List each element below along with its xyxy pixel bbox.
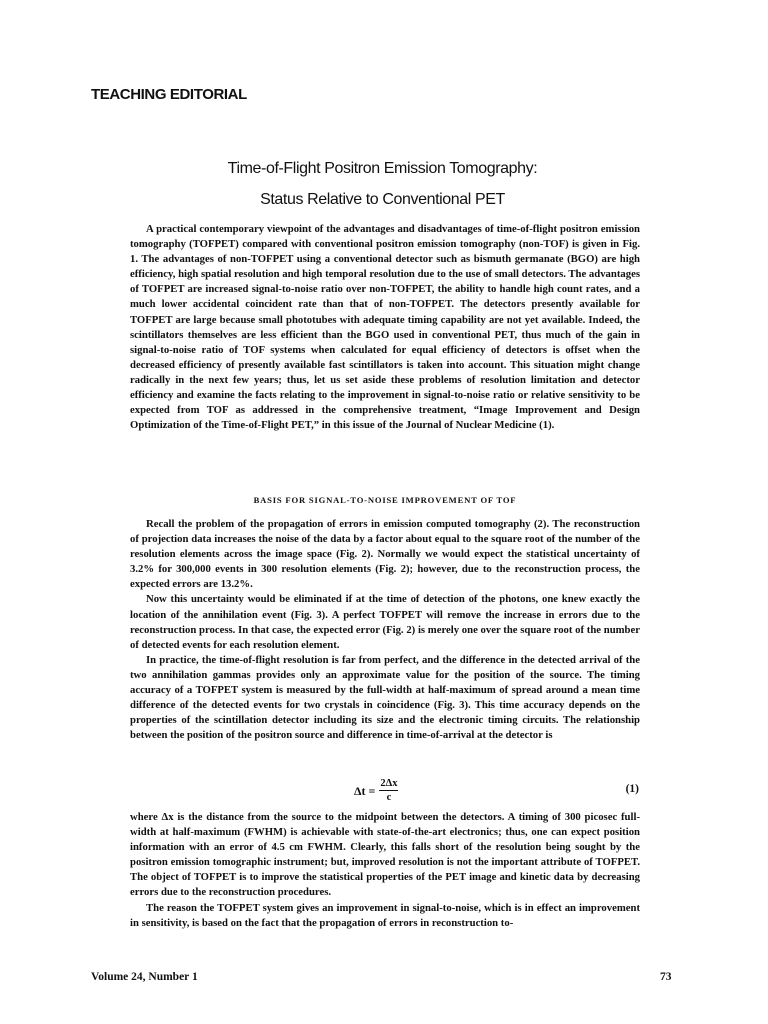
body-paragraph: Recall the problem of the propagation of errors in emission computed tomography (2). The reconstruction of projection data increases the noise of the data by a factor about equal to the square root of the number of the resolution elements across the image space (Fig. 2). Normally we would expect the statistical uncertainty of 3.2% for 300,000 events in 300 resolution elements (Fig. 2); however, due to the reconstruction process, the expected errors are 13.2%.: [130, 518, 640, 591]
equation-numerator: 2Δx: [380, 778, 398, 789]
equation-lhs: Δt =: [354, 783, 376, 798]
footer-page-number: 73: [660, 971, 672, 983]
article-title-line-2: Status Relative to Conventional PET: [260, 191, 505, 208]
body-paragraph: In practice, the time-of-flight resolution is far from perfect, and the difference in the detected arrival of the two annihilation gammas provides only an approximate value for the position of the source. The timing accuracy of a TOFPET system is measured by the full-width at half-maximum of spread around a mean time difference of the detected events for two crystals in coincidence (Fig. 3). This time accuracy depends on the properties of the scintillation detector including its size and the electronic timing circuits. The relationship between the position of the positron source and difference in time-of-arrival at the detector is: [130, 653, 640, 742]
continuation-body: [130, 810, 640, 931]
body-paragraph: Now this uncertainty would be eliminated if at the time of detection of the photons, one knew exactly the location of the annihilation event (Fig. 3). A perfect TOFPET will remove the increase in errors due to the reconstruction process. In that case, the expected error (Fig. 2) is merely one over the square root of the number of detected events for each resolution element.: [130, 593, 640, 651]
equation-number: (1): [625, 783, 639, 795]
equation-expression: [354, 778, 398, 804]
intro-paragraph: A practical contemporary viewpoint of the advantages and disadvantages of time-of-flight positron emission tomography (TOFPET) compared with conventional positron emission tomography (non-TOF) is given in Fig. 1. The advantages of non-TOFPET using a conventional detector such as bismuth germanate (BGO) are high efficiency, high spatial resolution and high temporal resolution due to the use of small detectors. The advantages of TOFPET are increased signal-to-noise ratio over non-TOFPET, the ability to handle high count rates, and a much lower accidental coincident rate than that of non-TOFPET. The detectors presently available for TOFPET are large because small phototubes with adequate timing capability are not yet available. Indeed, the scintillators themselves are less efficient than the BGO used in conventional PET, thus much of the gain in signal-to-noise ratio of TOF systems when calculated for equal efficiency of detectors is offset when the decreased efficiency of presently available fast scintillators is taken into account. This situation might change radically in the next few years; thus, let us set aside these problems of resolution limitation and detector efficiency and examine the facts relating to the improvement in signal-to-noise ratio or relative sensitivity to be expected from TOF as addressed in the comprehensive treatment, “Image Improvement and Design Optimization of the Time-of-Flight PET,” in this issue of the Journal of Nuclear Medicine (1).: [130, 223, 640, 432]
intro-block: [130, 222, 640, 433]
equation-denominator: c: [386, 792, 392, 803]
equation: [130, 775, 640, 809]
equation-fraction: [379, 778, 398, 804]
body-paragraph: where Δx is the distance from the source to the midpoint between the detectors. A timing of 300 picosec full-width at half-maximum (FWHM) is achievable with state-of-the-art electronics; thus, one can expect position information with an error of 4.5 cm FWHM. Clearly, this falls short of the resolution being sought by the positron emission tomographic instrument; but, improved resolution is not the important attribute of TOFPET. The object of TOFPET is to improve the statistical properties of the PET image and kinetic data by decreasing errors due to the reconstruction procedures.: [130, 811, 640, 899]
section-body: [130, 517, 640, 743]
section-heading: BASIS FOR SIGNAL-TO-NOISE IMPROVEMENT OF TOF: [253, 495, 517, 505]
section-label: TEACHING EDITORIAL: [91, 86, 247, 103]
body-paragraph: The reason the TOFPET system gives an improvement in signal-to-noise, which is in effect an improvement in sensitivity, is based on the fact that the propagation of errors in reconstruction to-: [130, 901, 640, 929]
footer-volume: Volume 24, Number 1: [91, 971, 198, 983]
article-title-line-1: Time-of-Flight Positron Emission Tomography:: [227, 160, 538, 177]
